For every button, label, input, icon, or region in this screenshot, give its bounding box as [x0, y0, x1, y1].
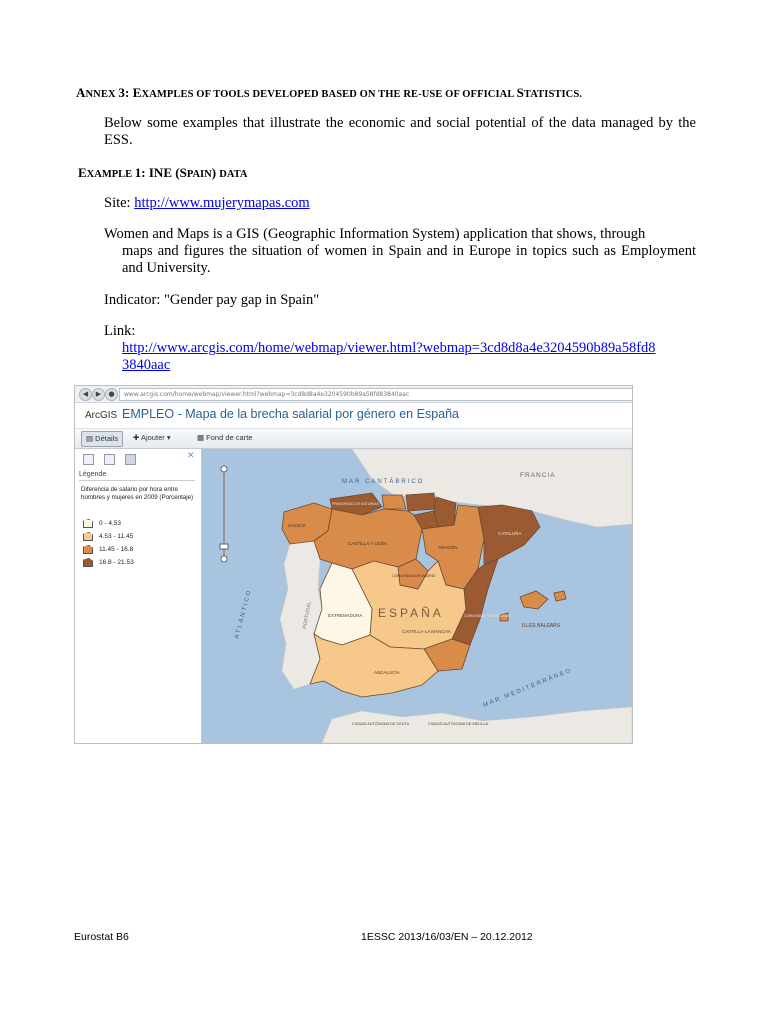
annex-title-part: NNEX [85, 89, 119, 100]
zoom-handle[interactable] [220, 544, 228, 549]
legend-swatch [83, 558, 93, 567]
legend-title: Diferencia de salario por hora entre hombres y mujeres en 2009 (Porcentaje) [81, 486, 194, 501]
legend-label: 11.45 - 16.8 [99, 546, 134, 554]
label-spain: ESPAÑA [378, 606, 444, 620]
label-portugal: PORTUGAL [302, 601, 313, 630]
label-baleares: ILLES BALEARS [522, 623, 561, 629]
label-melilla: CIUDAD AUTÓNOMA DE MELILLA [428, 722, 489, 726]
legend-panel [75, 449, 202, 743]
add-label: Ajouter ▾ [140, 433, 171, 442]
label-cataluna: CATALUÑA [498, 531, 522, 536]
basemap-button[interactable]: ▦ Fond de carte [197, 433, 253, 442]
legend-label: 4.53 - 11.45 [99, 533, 134, 541]
legend-icon[interactable] [125, 454, 136, 465]
description-paragraph [104, 226, 696, 277]
annex-title [76, 84, 582, 102]
intro-paragraph: Below some examples that illustrate the economic and social potential of the data managed by the ESS. [104, 115, 696, 148]
arcgis-logo: ArcGIS [85, 410, 118, 421]
label-castilla-leon: CASTILLA Y LEÓN [348, 541, 387, 546]
footer-left: Eurostat B6 [74, 931, 129, 943]
about-icon[interactable] [83, 454, 94, 465]
details-label: Détails [95, 434, 119, 443]
label-madrid: COMUNIDAD DE MADRID [392, 574, 436, 578]
label-ceuta: CIUDAD AUTÓNOMA DE CEUTA [352, 722, 410, 726]
label-extremadura: EXTREMADURA [328, 613, 363, 618]
basemap-label: Fond de carte [206, 433, 253, 442]
legend-swatch [83, 532, 93, 541]
url-field[interactable]: www.arcgis.com/home/webmap/viewer.html?webmap=3cd8d8a4e3204590b89a58fd83840aac [119, 388, 633, 401]
legend-item [83, 519, 121, 529]
region-pais-vasco[interactable] [406, 493, 436, 511]
divider [79, 480, 195, 481]
label-mediterranean: MAR MEDITERRÁNEO [482, 667, 574, 709]
label-valenciana: COMUNIDAD VALENCIANA [464, 614, 510, 618]
zoom-out-icon[interactable] [221, 556, 227, 562]
map-view[interactable] [202, 449, 632, 743]
back-icon[interactable]: ◀ [79, 388, 92, 401]
annex-title-part: 3: E [118, 85, 142, 100]
webmap-link[interactable] [122, 340, 702, 374]
globe-icon: ● [105, 388, 118, 401]
label-aragon: ARAGÓN [438, 545, 458, 550]
details-button[interactable]: ▤ Détails [81, 431, 123, 447]
example-title-part: PAIN [186, 169, 212, 180]
legend-swatch [83, 519, 93, 528]
app-header [75, 403, 632, 429]
description-rest: maps and figures the situation of women in Spain and in Europe in topics such as Employment and University. [122, 243, 696, 276]
label-castilla-mancha: CASTILLA-LA MANCHA [402, 629, 451, 634]
example-title-part: XAMPLE [86, 169, 135, 180]
close-icon[interactable]: ✕ [187, 451, 195, 461]
region-castilla-leon[interactable] [314, 509, 422, 569]
indicator-line: Indicator: "Gender pay gap in Spain" [104, 292, 320, 308]
webmap-link-line1[interactable]: http://www.arcgis.com/home/webmap/viewer.html?webmap=3cd8d8a4e3204590b89a58fd8 [122, 340, 656, 356]
example-title-part: 1: INE (S [134, 165, 187, 180]
add-button[interactable]: ✚ Ajouter ▾ [133, 433, 171, 442]
example-title [78, 164, 248, 182]
legend-item [83, 532, 133, 542]
region-mallorca[interactable] [520, 591, 548, 609]
example-title-part: DATA [219, 169, 248, 180]
zoom-in-icon[interactable] [221, 466, 227, 472]
label-asturias: PRINCIPADO DE ASTURIAS [332, 502, 379, 506]
annex-title-part: TATISTICS. [523, 89, 583, 100]
legend-label: 16.8 - 21.53 [99, 559, 134, 567]
legend-item [83, 545, 133, 555]
legend-header: Légende [79, 471, 107, 478]
forward-icon[interactable]: ▶ [92, 388, 105, 401]
spain-map [202, 449, 632, 743]
label-atlantic: ATLÁNTICO [234, 588, 254, 640]
label-france: FRANCIA [520, 472, 556, 479]
legend-swatch [83, 545, 93, 554]
label-sea-north: MAR CANTÁBRICO [342, 479, 425, 485]
content-icon[interactable] [104, 454, 115, 465]
site-line [104, 195, 310, 212]
portugal-land [280, 541, 322, 689]
annex-title-part: S [516, 85, 524, 100]
site-label: Site: [104, 195, 135, 211]
description-first-line: Women and Maps is a GIS (Geographic Information System) application that shows, through [104, 226, 646, 242]
annex-title-part: XAMPLES OF TOOLS DEVELOPED BASED ON THE RE-USE OF OFFICIAL [141, 89, 517, 100]
link-label: Link: [104, 323, 136, 339]
map-title: EMPLEO - Mapa de la brecha salarial por género en España [122, 407, 459, 421]
arcgis-screenshot [74, 385, 633, 744]
site-link[interactable]: http://www.mujerymapas.com [134, 195, 310, 211]
label-galicia: GALICIA [288, 523, 306, 528]
label-andalucia: ANDALUCÍA [374, 670, 400, 675]
map-toolbar [75, 429, 632, 449]
browser-address-bar [75, 386, 632, 403]
example-title-part: E [78, 165, 87, 180]
region-cantabria[interactable] [382, 495, 406, 509]
footer-right: 1ESSC 2013/16/03/EN – 20.12.2012 [361, 931, 533, 943]
legend-label: 0 - 4.53 [99, 520, 122, 528]
webmap-link-line2[interactable]: 3840aac [122, 357, 171, 373]
example-title-part: ) [211, 165, 220, 180]
legend-item [83, 558, 134, 568]
region-menorca[interactable] [554, 591, 566, 601]
annex-title-part: A [76, 85, 86, 100]
